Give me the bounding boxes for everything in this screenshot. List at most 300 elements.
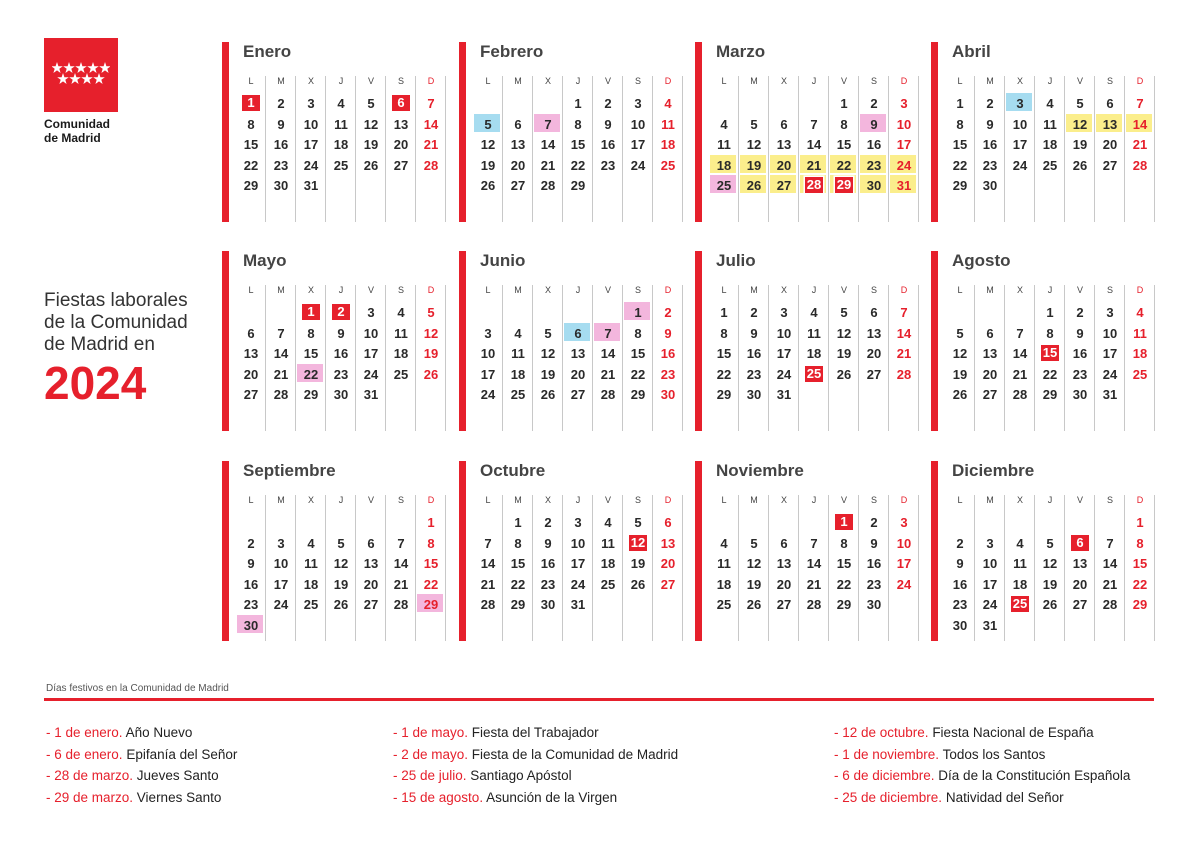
day: 4 (664, 96, 672, 111)
day: 13 (1102, 116, 1118, 132)
weekday-header: V (367, 285, 374, 295)
day: 26 (1072, 157, 1088, 173)
legend-item (46, 787, 237, 809)
month-name: Agosto (952, 251, 1011, 270)
intro-year: 2024 (44, 357, 147, 409)
legend-item (393, 787, 678, 809)
legend-date: - 1 de mayo. (393, 725, 469, 740)
day: 21 (540, 157, 556, 173)
day: 14 (896, 325, 912, 341)
day: 6 (986, 325, 994, 341)
day: 8 (840, 535, 848, 551)
weekday-header: L (485, 495, 491, 505)
weekday-header: M (750, 285, 758, 295)
day: 15 (423, 556, 439, 572)
legend-item (46, 722, 237, 744)
day: 25 (333, 157, 349, 173)
month-accent-bar (931, 461, 938, 641)
legend-date: - 25 de julio. (393, 768, 467, 783)
day: 14 (393, 556, 409, 572)
day: 26 (423, 366, 439, 382)
day: 20 (393, 137, 409, 153)
day: 2 (1076, 305, 1084, 320)
day: 2 (604, 96, 612, 111)
day: 12 (363, 116, 379, 132)
day: 2 (277, 96, 285, 111)
day: 12 (423, 325, 439, 341)
day: 26 (836, 366, 852, 382)
weekday-header: L (485, 76, 491, 86)
day: 15 (1132, 556, 1148, 572)
day: 6 (367, 535, 375, 551)
day: 19 (746, 576, 762, 592)
day: 22 (630, 366, 646, 382)
month-accent-bar (931, 251, 938, 431)
day: 18 (1042, 137, 1058, 153)
day: 1 (720, 305, 728, 320)
weekday-header: V (840, 495, 847, 505)
day: 2 (986, 96, 994, 111)
weekday-header: X (1016, 495, 1023, 505)
day: 16 (600, 137, 616, 153)
weekday-header: L (248, 495, 254, 505)
weekday-header: S (397, 285, 404, 295)
month-accent-bar (222, 461, 229, 641)
day: 11 (807, 325, 821, 341)
day: 21 (480, 576, 496, 592)
day: 4 (397, 305, 405, 320)
legend-date: - 29 de marzo. (46, 789, 134, 805)
month-agosto (931, 251, 1167, 447)
day: 29 (716, 387, 732, 403)
day: 18 (716, 157, 732, 173)
weekday-header: X (307, 285, 314, 295)
month-name: Marzo (716, 42, 766, 61)
legend-holiday-name: Fiesta de la Comunidad de Madrid (468, 746, 679, 762)
month-octubre (459, 461, 695, 657)
day: 28 (393, 597, 409, 613)
day: 1 (956, 96, 964, 111)
day: 23 (660, 366, 676, 382)
weekday-header: J (338, 76, 344, 86)
day: 11 (394, 325, 408, 341)
day: 3 (277, 535, 285, 551)
legend-holiday-name: Todos los Santos (939, 746, 1046, 762)
day: 18 (303, 576, 319, 592)
day: 9 (956, 556, 964, 572)
day: 17 (363, 346, 379, 362)
day: 15 (510, 556, 526, 572)
day: 1 (514, 515, 522, 530)
day: 16 (746, 346, 762, 362)
day: 29 (570, 178, 586, 194)
day: 28 (480, 597, 496, 613)
day: 4 (1046, 96, 1054, 111)
day: 28 (1132, 157, 1148, 173)
month-septiembre (222, 461, 458, 657)
day: 16 (1072, 346, 1088, 362)
day: 23 (540, 576, 556, 592)
day: 5 (544, 325, 552, 341)
day: 28 (540, 178, 556, 194)
day: 18 (333, 137, 349, 153)
day: 19 (836, 346, 852, 362)
day: 26 (540, 387, 556, 403)
legend-item (393, 722, 678, 744)
day: 13 (243, 346, 259, 362)
day: 7 (427, 96, 435, 111)
day: 13 (510, 137, 526, 153)
day: 27 (363, 597, 379, 613)
day: 28 (600, 387, 616, 403)
day: 14 (1102, 556, 1118, 572)
day: 6 (1106, 96, 1114, 111)
day: 11 (1133, 325, 1147, 341)
day: 10 (1012, 116, 1028, 132)
day: 4 (307, 535, 315, 551)
day: 31 (982, 618, 998, 633)
day: 9 (664, 325, 672, 341)
weekday-header: S (634, 285, 641, 295)
weekday-header: X (307, 495, 314, 505)
month-abril (931, 42, 1167, 238)
day: 26 (746, 178, 762, 194)
day: 8 (634, 325, 642, 341)
day: 24 (630, 157, 646, 173)
day: 13 (363, 556, 379, 572)
day: 23 (243, 597, 259, 613)
day: 15 (303, 346, 319, 362)
month-name: Septiembre (243, 461, 336, 480)
day: 13 (570, 346, 586, 362)
weekday-header: S (870, 495, 877, 505)
day: 8 (247, 116, 255, 132)
day: 4 (1016, 535, 1024, 551)
day: 6 (247, 325, 255, 341)
day: 8 (1136, 535, 1144, 551)
legend-date: - 28 de marzo. (46, 768, 134, 783)
weekday-header: L (485, 285, 491, 295)
day: 3 (367, 305, 375, 320)
legend-date: - 6 de enero. (46, 746, 123, 762)
weekday-header: S (634, 76, 641, 86)
day: 31 (776, 387, 792, 403)
day: 18 (806, 346, 822, 362)
weekday-header: S (634, 495, 641, 505)
logo-text (44, 117, 118, 145)
month-accent-bar (695, 42, 702, 222)
day: 12 (1042, 556, 1058, 572)
day: 14 (423, 116, 439, 132)
logo-line-2: de Madrid (44, 131, 101, 145)
day: 29 (303, 387, 319, 403)
day: 27 (393, 157, 409, 173)
day: 16 (243, 576, 259, 592)
day: 16 (952, 576, 968, 592)
day: 21 (1102, 576, 1118, 592)
weekday-header: D (664, 285, 672, 295)
day: 19 (423, 346, 439, 362)
legend-holiday-name: Viernes Santo (133, 789, 222, 805)
month-accent-bar (931, 42, 938, 222)
day: 29 (630, 387, 646, 403)
month-day-grid (236, 76, 446, 222)
day: 10 (630, 116, 646, 132)
day: 7 (1136, 96, 1144, 111)
weekday-header: V (367, 76, 374, 86)
day: 9 (604, 116, 612, 132)
day: 7 (810, 535, 818, 551)
day: 7 (810, 116, 818, 132)
day: 19 (746, 157, 762, 173)
day: 13 (866, 325, 882, 341)
month-name: Enero (243, 42, 292, 61)
day: 25 (716, 178, 732, 194)
month-day-grid (473, 285, 683, 431)
day: 17 (630, 137, 646, 153)
day: 22 (716, 366, 732, 382)
day: 19 (480, 157, 496, 173)
weekday-header: L (248, 285, 254, 295)
legend-heading: Días festivos en la Comunidad de Madrid (46, 683, 229, 694)
month-day-grid (709, 495, 919, 641)
weekday-header: S (870, 285, 877, 295)
weekday-header: X (1016, 76, 1023, 86)
month-name: Octubre (480, 461, 546, 480)
weekday-header: X (780, 285, 787, 295)
weekday-header: J (1047, 495, 1053, 505)
day: 7 (1106, 535, 1114, 551)
day: 13 (393, 116, 409, 132)
day: 29 (1042, 387, 1058, 403)
day: 10 (570, 535, 586, 551)
day: 11 (717, 137, 731, 153)
day: 16 (540, 556, 556, 572)
day: 11 (661, 116, 675, 132)
weekday-header: M (277, 495, 285, 505)
day: 20 (776, 157, 792, 173)
day: 17 (303, 137, 319, 153)
holiday-day: 28 (806, 177, 822, 193)
legend-divider (44, 698, 1154, 701)
day: 12 (836, 325, 852, 341)
day: 17 (896, 137, 912, 153)
day: 18 (393, 346, 409, 362)
day: 20 (776, 576, 792, 592)
day: 1 (574, 96, 582, 111)
day: 4 (810, 305, 818, 320)
day: 20 (1072, 576, 1088, 592)
day: 3 (307, 96, 315, 111)
weekday-header: M (986, 285, 994, 295)
day: 24 (363, 366, 379, 382)
day: 19 (1042, 576, 1058, 592)
day: 7 (277, 325, 285, 341)
day: 31 (1102, 387, 1118, 403)
day: 2 (750, 305, 758, 320)
day: 17 (273, 576, 289, 592)
month-mayo (222, 251, 458, 447)
month-accent-bar (459, 461, 466, 641)
day: 17 (570, 556, 586, 572)
day: 12 (746, 556, 762, 572)
weekday-header: M (750, 495, 758, 505)
day: 26 (952, 387, 968, 403)
day: 25 (600, 576, 616, 592)
day: 27 (866, 366, 882, 382)
day: 10 (776, 325, 792, 341)
day: 22 (510, 576, 526, 592)
day: 11 (717, 556, 731, 572)
day: 18 (1012, 576, 1028, 592)
day: 7 (544, 116, 552, 132)
day: 11 (1013, 556, 1027, 572)
day: 9 (544, 535, 552, 551)
day: 29 (243, 178, 259, 194)
day: 3 (780, 305, 788, 320)
weekday-header: V (367, 495, 374, 505)
weekday-header: D (664, 76, 672, 86)
day: 25 (1132, 366, 1148, 382)
weekday-header: D (1136, 495, 1144, 505)
day: 23 (982, 157, 998, 173)
day: 20 (866, 346, 882, 362)
holiday-day: 1 (829, 514, 859, 530)
legend-date: - 15 de agosto. (393, 789, 484, 805)
day: 10 (273, 556, 289, 572)
day: 4 (1136, 305, 1144, 320)
day: 24 (570, 576, 586, 592)
holiday-day: 1 (236, 95, 266, 111)
day: 29 (836, 597, 852, 613)
month-febrero (459, 42, 695, 238)
day: 22 (836, 157, 852, 173)
weekday-header: L (721, 285, 727, 295)
day: 27 (570, 387, 586, 403)
legend-item (834, 787, 1130, 809)
day: 5 (337, 535, 345, 551)
day: 9 (870, 116, 878, 132)
madrid-flag-icon (44, 38, 118, 112)
legend-holiday-name: Natividad del Señor (942, 789, 1064, 805)
day: 19 (363, 137, 379, 153)
weekday-header: D (1136, 76, 1144, 86)
legend-date: - 6 de diciembre. (834, 768, 935, 783)
month-day-grid (945, 285, 1155, 431)
day: 3 (1016, 96, 1024, 111)
day: 4 (514, 325, 522, 341)
day: 26 (480, 178, 496, 194)
day: 5 (367, 96, 375, 111)
weekday-header: D (427, 495, 435, 505)
day: 27 (243, 387, 259, 403)
day: 9 (277, 116, 285, 132)
holiday-day: 15 (1042, 345, 1058, 361)
holiday-day: 6 (386, 95, 416, 111)
day: 21 (1132, 137, 1148, 153)
logo-line-1: Comunidad (44, 117, 110, 131)
day: 2 (664, 305, 672, 320)
day: 18 (716, 576, 732, 592)
day: 23 (1072, 366, 1088, 382)
day: 24 (303, 157, 319, 173)
weekday-header: V (604, 495, 611, 505)
day: 16 (273, 137, 289, 153)
day: 19 (333, 576, 349, 592)
day: 2 (247, 535, 255, 551)
day: 21 (273, 366, 289, 382)
day: 27 (982, 387, 998, 403)
day: 23 (952, 597, 968, 613)
weekday-header: V (1076, 285, 1083, 295)
day: 20 (243, 366, 259, 382)
day: 19 (1072, 137, 1088, 153)
month-day-grid (473, 76, 683, 222)
day: 20 (363, 576, 379, 592)
weekday-header: V (604, 76, 611, 86)
weekday-header: D (900, 285, 908, 295)
day: 2 (870, 96, 878, 111)
day: 18 (600, 556, 616, 572)
day: 18 (510, 366, 526, 382)
day: 3 (574, 515, 582, 530)
day: 22 (570, 157, 586, 173)
day: 7 (604, 325, 612, 341)
day: 11 (601, 535, 615, 551)
month-day-grid (945, 495, 1155, 641)
day: 10 (480, 346, 496, 362)
weekday-header: X (544, 76, 551, 86)
day: 14 (1132, 116, 1148, 132)
weekday-header: M (277, 285, 285, 295)
day: 4 (720, 116, 728, 132)
day: 9 (986, 116, 994, 132)
month-day-grid (473, 495, 683, 641)
day: 2 (956, 535, 964, 551)
day: 6 (574, 325, 582, 341)
holiday-day: 25 (806, 365, 822, 381)
weekday-header: S (1106, 495, 1113, 505)
day: 30 (746, 387, 762, 403)
day: 21 (600, 366, 616, 382)
day: 10 (982, 556, 998, 572)
day: 8 (307, 325, 315, 341)
day: 20 (510, 157, 526, 173)
weekday-header: V (1076, 76, 1083, 86)
day: 3 (900, 96, 908, 111)
day: 5 (750, 535, 758, 551)
weekday-header: L (957, 76, 963, 86)
day: 26 (630, 576, 646, 592)
day: 25 (1042, 157, 1058, 173)
day: 11 (1043, 116, 1057, 132)
day: 24 (896, 576, 912, 592)
holiday-day: 29 (836, 177, 852, 193)
day: 24 (1012, 157, 1028, 173)
legend-date: - 1 de noviembre. (834, 746, 940, 762)
weekday-header: J (811, 285, 817, 295)
day: 25 (303, 597, 319, 613)
day: 10 (896, 535, 912, 551)
day: 28 (1102, 597, 1118, 613)
day: 16 (333, 346, 349, 362)
day: 13 (1072, 556, 1088, 572)
day: 10 (303, 116, 319, 132)
month-name: Febrero (480, 42, 544, 61)
weekday-header: J (575, 495, 581, 505)
month-day-grid (236, 495, 446, 641)
day: 12 (480, 137, 496, 153)
